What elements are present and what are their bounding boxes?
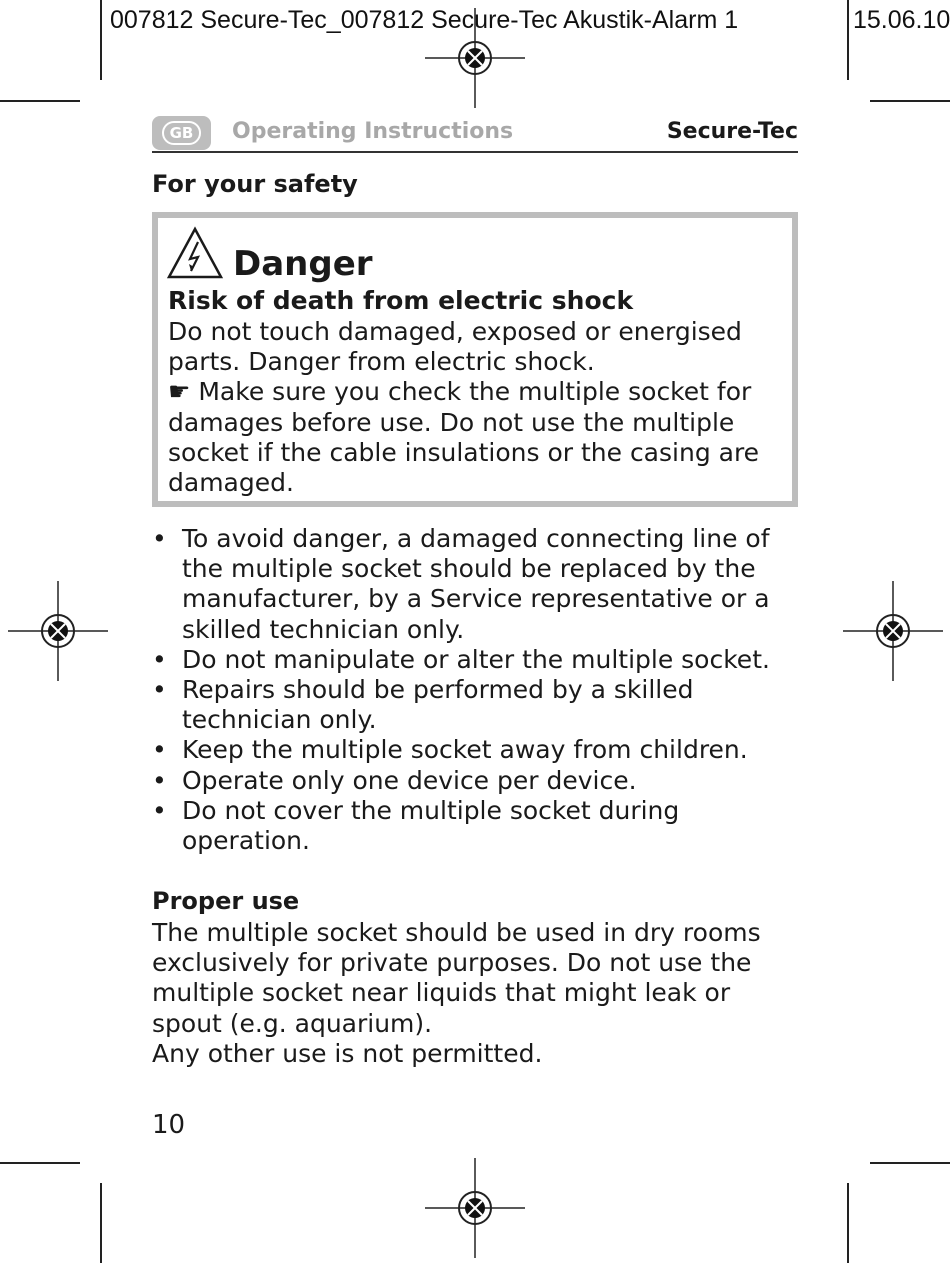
safety-bullet-list [152,524,792,856]
registration-mark-icon [425,1158,525,1258]
print-slug-date: 15.06.10 [853,6,950,34]
bullet-icon: • [152,795,167,825]
crop-mark [870,100,950,102]
list-item-line: operation. [182,826,310,856]
danger-text-line: Do not touch damaged, exposed or energised [168,317,742,346]
bullet-icon: • [152,735,167,765]
list-item [152,796,792,856]
bullet-icon: • [152,675,167,705]
list-item-line: Do not manipulate or alter the multiple socket. [182,644,770,674]
crop-mark [847,1183,849,1263]
danger-box [152,212,798,507]
danger-text-line: ☛ Make sure you check the multiple socket for [168,377,752,407]
proper-use-text [152,918,792,1069]
registration-mark-icon [843,581,943,681]
registration-mark-icon [8,581,108,681]
bullet-icon: • [152,765,167,795]
print-slug-job: 007812 Secure-Tec_007812 Secure-Tec Akustik-Alarm 1 [110,6,739,34]
danger-text-line: parts. Danger from electric shock. [168,347,595,377]
crop-mark [100,0,102,80]
crop-mark [847,0,849,80]
crop-mark [870,1162,950,1164]
danger-label: Danger [233,244,373,284]
crop-mark [0,100,80,102]
danger-subtitle: Risk of death from electric shock [168,286,634,315]
list-item-line: Keep the multiple socket away from children. [182,735,748,765]
danger-text [168,317,788,498]
proper-use-line: exclusively for private purposes. Do not use the [152,948,752,978]
header-title: Operating Instructions [232,119,514,144]
danger-text-line: socket if the cable insulations or the casing are [168,437,760,467]
list-item-line: Operate only one device per device. [182,765,637,795]
list-item-line: To avoid danger, a damaged connecting line of [182,524,770,553]
language-badge [152,116,211,150]
crop-mark [0,1162,80,1164]
proper-use-line: spout (e.g. aquarium). [152,1008,433,1038]
header-brand: Secure-Tec [666,119,798,144]
electric-hazard-warning-icon [166,226,224,280]
list-item [152,524,792,645]
list-item [152,645,792,675]
proper-use-line: multiple socket near liquids that might leak or [152,978,731,1008]
crop-mark [100,1183,102,1263]
danger-text-line: damaged. [168,468,294,498]
list-item-line: the multiple socket should be replaced by the [182,554,756,584]
list-item-line: Do not cover the multiple socket during [182,795,680,825]
proper-use-heading: Proper use [152,887,300,915]
list-item-line: skilled technician only. [182,614,465,644]
list-item [152,766,792,796]
list-item-line: Repairs should be performed by a skilled [182,675,694,705]
list-item-line: manufacturer, by a Service representative or a [182,584,770,614]
registration-mark-icon [425,8,525,108]
safety-heading: For your safety [152,170,358,198]
proper-use-line: Any other use is not permitted. [152,1038,543,1068]
bullet-icon: • [152,644,167,674]
list-item-line: technician only. [182,705,377,735]
list-item [152,675,792,735]
language-badge-label: GB [162,121,201,145]
bullet-icon: • [152,524,167,553]
header-divider [152,151,798,153]
danger-text-line: damages before use. Do not use the multiple [168,407,735,437]
page-number: 10 [152,1110,186,1140]
list-item [152,735,792,765]
proper-use-line: The multiple socket should be used in dry rooms [152,918,761,947]
